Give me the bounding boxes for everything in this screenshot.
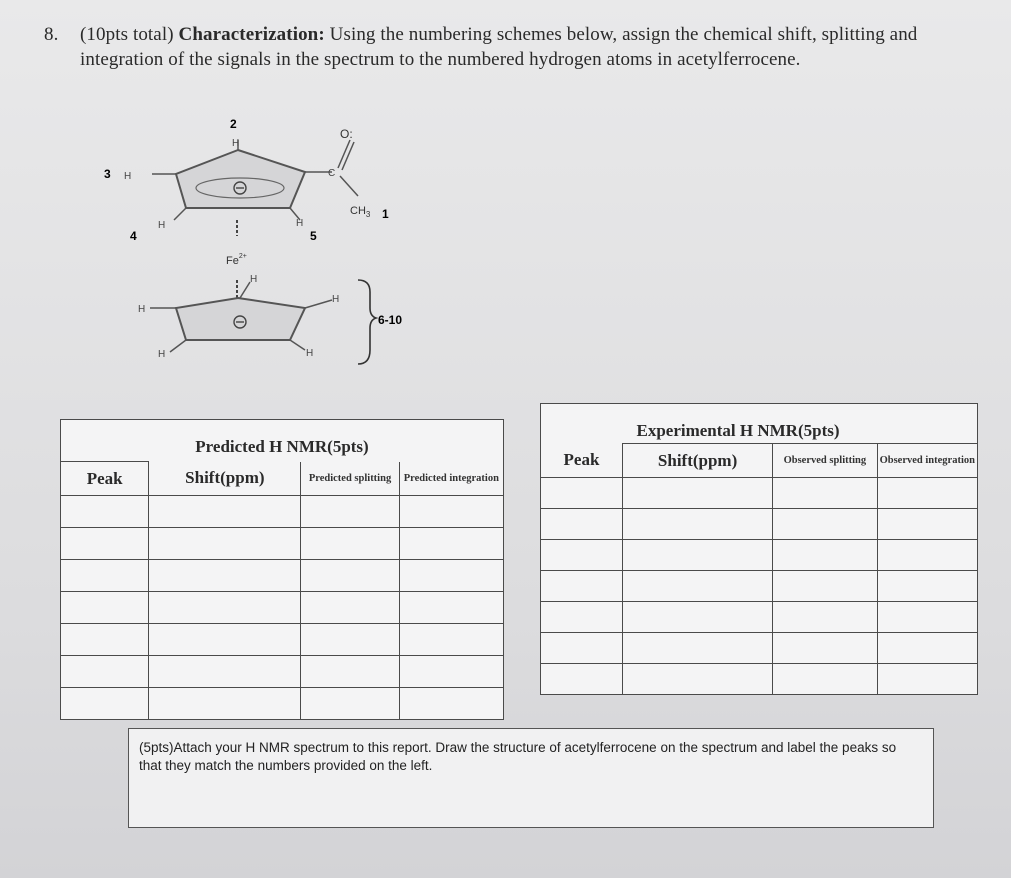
table-cell[interactable] [773, 478, 877, 509]
methyl-group: $CH_3$ [350, 205, 371, 219]
table-row [61, 592, 504, 624]
table-row [61, 688, 504, 720]
predicted-col-splitting: Predicted splitting [301, 462, 399, 496]
table-cell[interactable] [399, 688, 503, 720]
table-cell[interactable] [877, 602, 977, 633]
table-cell[interactable] [541, 633, 623, 664]
experimental-title: Experimental H NMR(5pts) [636, 421, 840, 440]
label-1: 1 [382, 207, 389, 221]
table-cell[interactable] [877, 509, 977, 540]
table-cell[interactable] [773, 509, 877, 540]
experimental-col-shift: Shift(ppm) [622, 444, 772, 478]
table-row [61, 656, 504, 688]
table-cell[interactable] [61, 496, 149, 528]
h-atom: H [306, 348, 314, 359]
predicted-nmr-table [60, 419, 504, 720]
predicted-col-peak: Peak [61, 462, 149, 496]
question-heading: Characterization: [178, 24, 325, 45]
h-atom: H [158, 220, 166, 231]
table-cell[interactable] [541, 664, 623, 695]
question-number: 8. [44, 24, 59, 45]
table-cell[interactable] [301, 624, 399, 656]
question-text: Using the numbering schemes below, assign the chemical shift, splitting and integration of the signals in the spectrum to the numbered hydrogen atoms in acetylferrocene. [80, 24, 918, 70]
table-cell[interactable] [61, 560, 149, 592]
table-cell[interactable] [399, 624, 503, 656]
h-atom: H [332, 294, 340, 305]
table-cell[interactable] [877, 633, 977, 664]
predicted-title-cell [61, 420, 504, 462]
table-cell[interactable] [149, 528, 301, 560]
label-5: 5 [310, 229, 317, 243]
table-cell[interactable] [149, 560, 301, 592]
table-cell[interactable] [541, 602, 623, 633]
table-cell[interactable] [622, 478, 772, 509]
table-cell[interactable] [149, 656, 301, 688]
table-row [541, 571, 978, 602]
table-row [61, 624, 504, 656]
structure-drawing [100, 112, 440, 392]
table-cell[interactable] [301, 656, 399, 688]
table-cell[interactable] [773, 664, 877, 695]
table-row [541, 540, 978, 571]
h-atom: H [158, 349, 166, 360]
table-cell[interactable] [541, 540, 623, 571]
question-8 [44, 22, 964, 72]
table-row [61, 528, 504, 560]
table-cell[interactable] [773, 602, 877, 633]
table-cell[interactable] [877, 540, 977, 571]
table-row [541, 633, 978, 664]
table-row [541, 509, 978, 540]
table-cell[interactable] [149, 496, 301, 528]
question-points: (10pts total) [80, 24, 174, 45]
table-cell[interactable] [622, 602, 772, 633]
experimental-col-peak: Peak [541, 444, 623, 478]
spectrum-instructions: (5pts)Attach your H NMR spectrum to this report. Draw the structure of acetylferrocene on the spectrum and label the peaks so that they match the numbers provided on the left. [139, 740, 897, 773]
h-atom: H [124, 171, 132, 182]
table-cell[interactable] [301, 496, 399, 528]
table-cell[interactable] [622, 540, 772, 571]
h-atom: H [296, 218, 304, 229]
table-cell[interactable] [877, 664, 977, 695]
table-cell[interactable] [149, 592, 301, 624]
table-cell[interactable] [399, 592, 503, 624]
experimental-nmr-table [540, 403, 978, 695]
table-cell[interactable] [399, 528, 503, 560]
oxygen-atom: O: [340, 127, 353, 141]
h-atom: H [250, 274, 258, 285]
h-atom: H [138, 304, 146, 315]
table-row [61, 560, 504, 592]
table-cell[interactable] [877, 571, 977, 602]
carbonyl-carbon: C [328, 168, 336, 179]
spectrum-instructions-box [128, 728, 934, 828]
table-cell[interactable] [541, 571, 623, 602]
label-3: 3 [104, 167, 111, 181]
table-cell[interactable] [149, 624, 301, 656]
upper-cp-ring [176, 150, 305, 208]
table-cell[interactable] [877, 478, 977, 509]
table-row [61, 496, 504, 528]
table-cell[interactable] [773, 571, 877, 602]
acetylferrocene-structure [100, 112, 440, 392]
table-cell[interactable] [149, 688, 301, 720]
table-cell[interactable] [622, 633, 772, 664]
table-row [541, 478, 978, 509]
table-cell[interactable] [61, 656, 149, 688]
predicted-col-shift: Shift(ppm) [149, 462, 301, 496]
table-cell[interactable] [622, 571, 772, 602]
table-cell[interactable] [399, 496, 503, 528]
table-cell[interactable] [301, 688, 399, 720]
predicted-col-integration: Predicted integration [399, 462, 503, 496]
lower-cp-ring [176, 298, 305, 340]
label-4: 4 [130, 229, 137, 243]
table-cell[interactable] [622, 664, 772, 695]
table-cell[interactable] [773, 633, 877, 664]
table-cell[interactable] [773, 540, 877, 571]
table-cell[interactable] [622, 509, 772, 540]
table-cell[interactable] [301, 528, 399, 560]
table-cell[interactable] [541, 509, 623, 540]
table-cell[interactable] [399, 560, 503, 592]
table-cell[interactable] [399, 656, 503, 688]
label-2: 2 [230, 117, 237, 131]
question-body [80, 22, 964, 72]
table-cell[interactable] [61, 592, 149, 624]
table-cell[interactable] [61, 528, 149, 560]
iron-atom: $Fe^{2+}$ [226, 253, 247, 267]
predicted-title: Predicted H NMR(5pts) [195, 437, 369, 456]
table-row [541, 664, 978, 695]
experimental-title-cell [622, 404, 977, 444]
table-cell[interactable] [301, 592, 399, 624]
table-row [541, 602, 978, 633]
table-cell[interactable] [61, 624, 149, 656]
table-cell[interactable] [541, 478, 623, 509]
label-6-10: 6-10 [378, 313, 403, 327]
h-atom: H [232, 138, 240, 149]
experimental-col-splitting: Observed splitting [773, 444, 877, 478]
experimental-col-integration: Observed integration [877, 444, 977, 478]
table-cell[interactable] [61, 688, 149, 720]
table-cell[interactable] [301, 560, 399, 592]
